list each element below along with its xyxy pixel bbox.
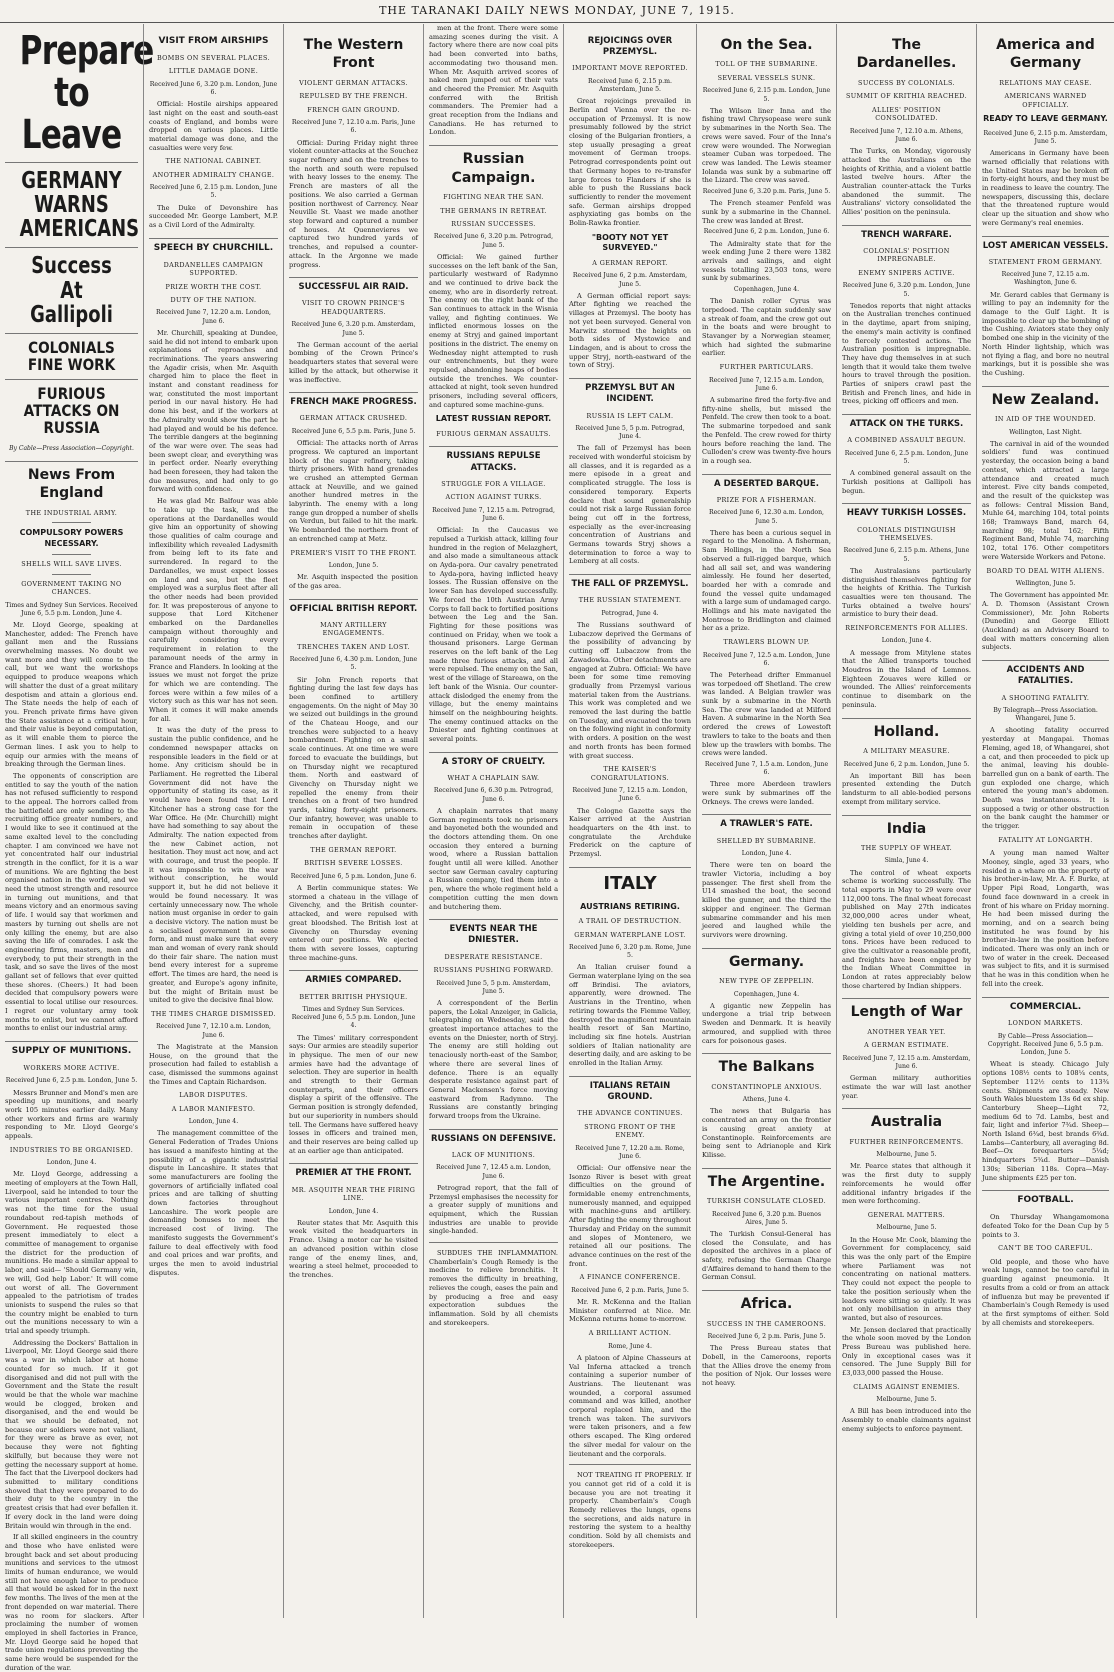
column-1 [0,24,154,1672]
section-lost-vessels: LOST AMERICAN VESSELS. [982,236,1109,252]
dateline: London, June 5. [328,561,379,569]
section-british-report: OFFICIAL BRITISH REPORT. [289,599,418,615]
article-paragraph: Tenedos reports that night attacks on the Australian trenches continued in the daytime, apart from sniping, the enemy's main activity is confined to fiercely contested actions. The Australian position is impregnable. They have dug themselves in at such length that it would take them twelve hours to travel through the position. Parties of snipers crawl past the British and French lines, and hide in trees, picking off officers and men. [842,301,971,406]
section-holland: Holland. [842,718,971,741]
dateline: Received June 6, 3.20 p.m. Paris, June 5. [702,188,831,196]
section-fall-przemysl: THE FALL OF PRZEMYSL. [569,574,691,590]
subhead: WHAT A CHAPLAIN SAW. [447,773,540,782]
section-story-cruelty: A STORY OF CRUELTY. [429,752,558,768]
article-paragraph: A combined general assault on the Turkish positions at Gallipoli has begun. [842,469,971,495]
section-przemysl-incident: PRZEMYSL BUT AN INCIDENT. [569,378,691,405]
subhead: DUTY OF THE NATION. [170,296,257,304]
article-paragraph: The opponents of conscription are entitled to say the youth of the nation has not refused sufficiently to respond to the appeal. The horrors called from the battlefield are only sending to the recruiting office greater numbers, and I would like to see it continued at the same exalted level to the concluding chapter. I am convinced we have not yet concentrated half our industrial strength in the conflict, for it is a war of munitions. We are fighting the best organised nation in the world, and we need the utmost strength and resource in turning out munitions, and that means victory and an enormous saving of life. I would say that workmen and masters by turning out shells are not only killing the enemy, but are also saving the life of comrades. I ask the engineering firms, masters, men and everybody, to put their strength in the task, and so save the lives of the most gallant set of fellows that ever quitted these shores. (Cheers.) It had been decided that compulsory powers were essential to local utilise our resources. I regret our voluntary army took months to enlist, but we cannot afford months to enlist our industrial army. [5,771,138,1033]
dateline: Received June 7, 12.15 a.m. Petrograd, June 6. [432,506,555,522]
dateline: Received June 6, 2 p.m. London, June 6. [703,228,830,236]
dateline: Received June 7, 12.15 a.m. Washington, June 6. [1001,271,1090,287]
dateline: London, June 4. [328,1207,379,1215]
dateline: Received June 7, 12.15 a.m. London, June 6. [708,376,825,392]
subhead: MR. ASQUITH NEAR THE FIRING LINE. [291,1185,416,1203]
dateline: London, June 4. [46,1159,97,1167]
article-paragraph: The Turkish Consul-General has closed the Consulate, and has deposited the archives in a place of safety, refusing the German Charge d'Affaires demand to hand them to the German Consul. [702,1229,831,1282]
article-paragraph: It was the duty of the press to sustain the public confidence, and he condemned newspaper attacks on responsible leaders in the field or at home. Any criticism should be in Parliament. He regretted the Liberal Government did not have the opportunity of stating its case, as it would have been found that Lord Kitchener has a strong case for the War Office. He (Mr. Churchill) might have had something to say about the Admiralty. The nation expected from the new Cabinet action, not hesitation. They must act now, and act with courage, and trust the people. If it was impossible to win the war without conscription, he would support it, but he did not believe it would be found necessary. It was certainly unnecessary now. The whole nation must organise in order to gain a decisive victory. The nation must be a socialised government in some form, and must make sure that every man and woman of every rank should do their fair share. The nation must bend every interest for a supreme effort. The times are hard, the need is greater, and Europe's agony infinite, but the might of Britain must be united to give the decisive final blow. [149,726,278,1005]
section-argentine: The Argentine. [702,1168,831,1191]
subhead: A SHOOTING FATALITY. [1001,693,1090,702]
section-supply-munitions: SUPPLY OF MUNITIONS. [5,1041,138,1058]
column-2 [143,24,283,1618]
article-paragraph: Mr. Jensen declared that practically the whole soon moved by the London Press Bureau was published here. Only in exceptional cases was it censored. The June Supply Bill for £3,033,000 passed the House. [842,1325,971,1378]
subhead: THE SUPPLY OF WHEAT. [860,843,953,852]
section-italians-retain: ITALIANS RETAIN GROUND. [569,1076,691,1103]
subhead: BOMBS ON SEVERAL PLACES. [156,53,271,62]
subhead: SUCCESS BY COLONIALS. [858,78,955,87]
dateline: Received June 6, 3.20 p.m. Amsterdam, June 5. [291,321,416,337]
section-on-the-sea: On the Sea. [720,37,813,53]
subhead: THE RUSSIAN STATEMENT. [578,596,682,605]
article-paragraph: Mr. Asquith inspected the position of the gas area. [289,573,418,590]
article-paragraph: Addressing the Dockers' Battalion in Liverpool, Mr. Lloyd George said there was a war in which labor at home counted for so much. If it got disorganised and did not pull with the Government and the State the result would be that the whole war machine would be clogged, broken and disorganised, and the end would be that we should be defeated, not because our soldiers were not valiant, for they were as brave as ever, not because they were not fighting skilfully, but because they were not getting the necessary support at home. The fact that the Liverpool dockers had submitted to military conditions showed that they were prepared to do their duty to the country in the greatest crisis that had ever befallen it. If every dock in the land were doing Britain would win through in the end. [5,1338,138,1530]
subhead: TRAWLERS BLOWN UP. [723,638,810,647]
dateline: London, June 4. [881,637,932,645]
article-paragraph: The German account of the aerial bombing of the Crown Prince's headquarters states that several were killed by the attack, but otherwise it was ineffective. [289,340,418,384]
section-russian-campaign: Russian Campaign. [429,145,558,187]
headline-colonials: COLONIALS FINE WORK [27,337,116,374]
article-paragraph: An Italian cruiser found a German waterplane lying on the sea off Brindisi. The aviators, apparently, were drowned. The Austrians in the Trentino, when retiring towards the Fiemme Valley, destroyed the magnificent mountain health resort of San Martino, including six fine hotels. Austrian soldiers of Italian nationality are deserting daily, and are asking to be enrolled in the Italian Army. [569,963,691,1068]
subhead: BETTER BRITISH PHYSIQUE. [299,992,408,1001]
article-paragraph: He was glad Mr. Balfour was able to take up the task, and the operations at the Dardanelles would give him an opportunity of showing those qualities of calm courage and inflexibility which revealed Ladysmith from being left to its fate and surrendered. In regard to the Dardanelles, we must expect losses on land and sea, but the fleet employed was a surplus fleet after all the other needs had been provided for. It was preposterous of anyone to suppose that Lord Kitchener embarked on the Dardanelles campaign without thoroughly and carefully considering every requirement in relation to the paramount needs of the army in France and Flanders. In looking at the issues we must not forget the prize for which we are contending. The forces were within a few miles of a victory such as this war has not seen. When it comes it will make amends for all. [149,497,278,723]
subhead: LACK OF MUNITIONS. [451,1151,536,1160]
subhead: FURIOUS GERMAN ASSAULTS. [436,430,551,439]
article-paragraph: A Bill has been introduced into the Assembly to enable claimants against enemy subjects to enforce payment. [842,1407,971,1433]
subhead: SHELLS WILL SAVE LIVES. [21,560,122,569]
article-paragraph: Petrograd report, that the fall of Przemysl emphasises the necessity for a greater supply of munitions and equipment, which the Russian industries are unable to provide single-handed. [429,1183,558,1236]
article-paragraph: The Russians southward of Lubaczow deprived the Germans of the possibility of advancing by cutting off Lubaczow from the Zawadowka. Other detachments are engaged at Zubra. Official: We have been for some time removing gradually from Przemysl various material taken from the Austrians. This work was completed and we removed the last during the battle on Tuesday, and evacuated the town on the following night in conformity with orders. A position on the west and north fronts has been formed with great success. [569,621,691,760]
article-paragraph: The Cologne Gazette says the Kaiser arrived at the Austrian headquarters on the 4th inst. to congratulate the Archduke Frederick on the capture of Przemysl. [569,806,691,859]
article-paragraph: The Admiralty state that for the week ending June 2 there were 1382 arrivals and sailings, and eight vessels totalling 23,503 tons, were sunk by submarines. [702,239,831,283]
section-trawler-fate: A TRAWLER'S FATE. [702,814,831,830]
subhead: AMERICANS WARNED OFFICIALLY. [1004,92,1087,109]
article-paragraph: Mr. Churchill, speaking at Dundee, said he did not intend to embark upon explanations of reproaches and recriminations. The years answering the Agadir crisis, when Mr. Asquith charged him to place the fleet in instant and constant readiness for war, constituted the most important period in our naval history. He had done his best, and if the workers at the Admiralty would show the part he had played and would be his defence. The terrible dangers at the beginning of the war were over. The seas had been swept clear, and everything was in perfect order. Nearly everything had been foreseen, they had taken the due measures, and had only to go forward with confidence. [149,328,278,494]
article-paragraph: There has been a curious sequel in regard to the Menolina. A fisherman, Sam Hollings, in the North Sea observed a full-rigged barque, which had all sail set, and was wandering aimlessly. He found her deserted, boarded her with a comrade and found the vessel quite undamaged with a large sum of undamaged cargo. Hollings and his mate navigated the Montrose to Bridlington and claimed her as a prize. [702,528,831,633]
article-paragraph: A shooting fatality occurred yesterday at Mangapai. Thomas Fleming, aged 18, of Whangarei, shot a cat, and then proceeded to pick up the animal, leaving his double-barrelled gun on a bank of earth. The gun exploded one charge, which entered the young man's abdomen. Death was instantaneous. It is supposed a twig or other obstruction on the bank caught the hammer or the trigger. [982,726,1109,831]
subhead: A LABOR MANIFESTO. [171,1104,256,1113]
dateline: Received June 6, 2.15 p.m. Amsterdam, June 5. [983,129,1108,146]
article-paragraph: Mr. Lloyd George, addressing a meeting of employers at the Town Hall, Liverpool, said he intended to tour the various important centres. Nothing was not the time for the usual roundabout red-tapish methods of Government. He requested those present immediately to elect a committee of management to organise the district for the production of munitions. He made a similar appeal to labor, and said— 'Should Germany win, we will, God help Labor.' It will come out worst of all. The Government appealed to the patriotism of trades unionists to suspend the rules so that the country might be enabled to turn out the munitions necessary to win a trial and speedy triumph. [5,1170,138,1336]
article-paragraph: The Press Bureau states that Dobell, in the Cameroons, reports that the Allies drove the enemy from the position of Njok. Our losses were not heavy. [702,1344,831,1388]
dateline: Received June 6, 2.5 p.m. London, June 5. [5,1077,138,1085]
section-russians-repulse: RUSSIANS REPULSE ATTACKS. [429,446,558,473]
subhead: PREMIER'S VISIT TO THE FRONT. [290,548,417,557]
section-news-from-england: News From England [5,461,138,503]
dateline: Received June 6, 2.15 p.m. London, June 5. [149,184,278,200]
section-russians-defensive: RUSSIANS ON DEFENSIVE. [429,1129,558,1145]
section-churchill: SPEECH BY CHURCHILL. [149,238,278,255]
article-paragraph: The Turks, on Monday, vigorously attacked the Australians on the heights of Krithia, and a violent battle lasted twelve hours. After the Australian counter-attack the Turks abandoned the summit. The Australians' victory consolidated the Allies' position on the peninsula. [842,147,971,217]
subhead: THE KAISER'S CONGRATULATIONS. [590,765,670,782]
dateline: Received June 6, 12.30 a.m. London, June 5. [708,509,825,525]
article-paragraph: Mr. Pearce states that although it was the first duty to supply reinforcements he would offer additional infantry brigades if the men were forthcoming. [842,1162,971,1206]
subhead: TOLL OF THE SUBMARINE. [715,60,818,69]
article-paragraph: A correspondent of the Berlin papers, the Lokal Anzeiger, in Galicia, telegraphing on Wednesday, said the greatest importance attaches to the events on the Dniester, north of Stryj. The enemy are still holding out tenaciously north-east of the Sambor, where there are several lines of defence. There is an equally desperate resistance against part of General Mackensen's force moving eastward from Radymno. The Russians are constantly bringing forward troops from the Ukraine. [429,998,558,1121]
article-paragraph: The Times' military correspondent says: Our armies are steadily superior in physique. The men of our new armies have had the advantage of selection. They are superior in health and strength to their German counterparts, and their officers display a spirit of the offensive. The German position is strongly defended, but our superiority in numbers should tell. The Germans have suffered heavy losses in officers and trained men, and their reserves are being called up at an earlier age than anticipated. [289,1033,418,1155]
subhead: BRITISH SEVERE LOSSES. [304,859,403,868]
dateline: Times and Sydney Sun Services. Received June 6, 5.5 p.m. London, June 4. [5,601,138,617]
article-paragraph: German military authorities estimate the war will last another year. [842,1074,971,1100]
section-dniester: EVENTS NEAR THE DNIESTER. [429,919,558,946]
advertisement: SUBDUES THE INFLAMMATION. Chamberlain's Cough Remedy is the medicine to relieve bronchitis. It removes the difficulty in breathing, relieves the cough, eases the pain and by producing a free and easy expectoration subdues the inflammation. Sold by all chemists and storekeepers. [429,1249,558,1327]
section-deserted-barque: A DESERTED BARQUE. [702,474,831,490]
article-paragraph: men at the front. There were some amazing scenes during the visit. A factory where there are now coal pits had been converted into baths, accommodating two thousand men. When Mr. Asquith arrived scores of naked men jumped out of their vats and cheered the Premier. Mr. Asquith conferred with the British commanders. The Premier had a great reception from the Indians and Canadians. He has returned to London. [429,24,558,137]
headline-gallipoli: Success At Gallipoli [30,253,113,328]
dateline: Athens, June 4. [742,1096,791,1104]
subhead: TRENCHES TAKEN AND LOST. [297,642,410,651]
subhead: A GERMAN REPORT. [592,258,668,267]
dateline: Received June 6, 6.30 p.m. Petrograd, June 6. [433,787,554,803]
dateline: Copenhagen, June 4. [733,990,800,998]
article-paragraph: A message from Mitylene states that the Allied transports touched Moudros in the Island of Lemnos. Eighteen Zouaves were killed or wounded. The Allies' reinforcements continue to disembark on the peninsula. [842,648,971,709]
section-airships: VISIT FROM AIRSHIPS [158,36,269,46]
article-paragraph: On Thursday Whangamomona defeated Toko for the Dean Cup by 5 points to 3. [982,1213,1109,1239]
subhead: RUSSIA IS LEFT CALM. [586,411,674,420]
dateline: Received June 6, 3.20 p.m. Buenos Aires, June 5. [711,1210,821,1226]
masthead: THE TARANAKI DAILY NEWS MONDAY, JUNE 7, 1915. [0,0,1114,23]
article-paragraph: The Australasians particularly distinguished themselves fighting for the heights of Krithia. The Turkish casualties were ten thousand. The Turks obtained a twelve hours' armistice to bury their dead. [842,566,971,619]
subhead: LATEST RUSSIAN REPORT. [435,414,552,424]
article-paragraph: Three more Aberdeen trawlers were sunk by submarines off the Orkneys. The crews were landed. [702,780,831,806]
article-paragraph: Official: Hostile airships appeared last night on the east and south-east coasts of England, and bombs were dropped on various places. Little material damage was done, and the casualties were very few. [149,100,278,152]
subhead: ANOTHER ADMIRALTY CHANGE. [152,170,275,179]
article-paragraph: A platoon of Alpine Chasseurs at Val Inferna attacked a trench containing a superior number of Austrians. The lieutenant was wounded, a corporal assumed command and was killed, another corporal replaced him, and the trench was taken. The survivors were taken prisoners, and a few others escaped. The King ordered the silver medal for valour on the lieutenant and the corporals. [569,1353,691,1458]
subhead: RELATIONS MAY CEASE. [999,78,1092,87]
dateline: Received June 6, 2 p.m. London, June 5. [843,760,970,768]
dateline: Received June 6, 3.20 p.m. Petrograd, June 5. [433,233,554,249]
article-paragraph: The fall of Przemysl has been received with wonderful stoicism by all classes, and it is regarded as a mere episode in a great and complicated struggle. The loss is considered temporary. Experts declare that sound generalship could not risk a large Russian force being cut off in the fortress, especially as the ever-increasing concentration of Austrians and Germans towards Stryj shows a determination to force a way to Lemberg at all costs. [569,444,691,566]
subhead: SUCCESS IN THE CAMEROONS. [706,1319,827,1328]
dateline: By Cable—Press Association—Copyright. Received June 6, 5.5 p.m. London, June 5. [987,1032,1104,1057]
article-paragraph: A chaplain narrates that many German regiments took no prisoners and bayoneted both the wounded and the doctors attending them. On one occasion they entered a burning wood, where a Russian battalion fought until all were killed. Another sector saw German cavalry capturing a Russian company, tied them into a pen, where the whole regiment held a competition cutting the men down and butchering them. [429,806,558,911]
subhead: DARDANELLES CAMPAIGN SUPPORTED. [163,260,264,278]
subhead: PRIZE FOR A FISHERMAN. [716,495,817,504]
subhead: GERMAN ATTACK CRUSHED. [299,414,408,423]
subhead: CONSTANTINOPLE ANXIOUS. [711,1082,822,1091]
dateline: Received June 7, 12.5 a.m. London, June 6. [702,651,831,667]
column-3 [283,24,423,1618]
dateline: Received June 7, 12.15 a.m. London, June 6. [572,787,688,803]
dateline: Received June 6, 5 p.m. London, June 6. [290,872,417,880]
article-paragraph: The Government has appointed Mr. A. D. Thomson (Assistant Crown Commissioner), Mr. John Roberts (Dunedin) and George Elliott (Auckland) as an Advisory Board to deal with matters concerning alien subjects. [982,591,1109,652]
dateline: Received June 6, 5.5 p.m. Paris, June 5. [291,427,416,435]
subhead: TURKISH CONSULATE CLOSED. [706,1197,827,1206]
subhead: COMPULSORY POWERS NECESSARY. [19,528,124,548]
dateline: Received June 6, 2 p.m. Amsterdam, June 5. [572,272,688,288]
dateline: Melbourne, June 5. [876,1151,937,1159]
section-armies-compared: ARMIES COMPARED. [289,970,418,986]
dateline: Received June 6, 3.20 p.m. London, June 5. [842,282,971,298]
dateline: Received June 7, 12.15 a.m. Amsterdam, June 6. [842,1054,971,1071]
section-accidents: ACCIDENTS AND FATALITIES. [982,660,1109,687]
subhead: SHELLED BY SUBMARINE. [716,836,817,845]
subhead: STATEMENT FROM GERMANY. [988,257,1103,266]
subhead: LABOR DISPUTES. [179,1091,248,1100]
article-paragraph: The carnival in aid of the wounded soldiers' fund was continued yesterday, the occasion being a band contest, which attracted a large attendance and created much interest. Five city bands competed, and the result of the quickstep was as follows: Central Mission Band, Muhle 64, marching 104, total points 168; Tramways Band, march 64, marching 98; total 162; Fifth Regiment Band, Muhle 74, marching 102, total 176. Other competitors were Waterside Workers and Petone. [982,439,1109,561]
section-america-germany: America and Germany [996,37,1095,72]
dateline: Received June 6, 2.15 p.m. London, June 5. [702,87,831,103]
subhead: THE GERMANS IN RETREAT. [440,206,547,215]
section-balkans: The Balkans [702,1053,831,1076]
subhead: COLONIALS' POSITION IMPREGNABLE. [863,246,950,264]
subhead: GENERAL MATTERS. [867,1210,946,1219]
dateline: Received June 7, 12.10 a.m. Athens, June 6. [849,127,964,143]
subhead: AUSTRIANS RETIRING. [580,901,680,911]
subhead: A MILITARY MEASURE. [863,747,950,756]
dateline: Received June 6, 2.5 p.m. London, June 5. [844,449,969,465]
section-premier-front: PREMIER AT THE FRONT. [289,1163,418,1179]
subhead: VIOLENT GERMAN ATTACKS. [299,78,408,87]
section-attack-turks: ATTACK ON THE TURKS. [842,414,971,430]
article-paragraph: A young man named Walter Mooney, single, aged 33 years, who resided in a whare on the property of his brother-in-law, Mr. A. F. Burke, at Upper Pipi Road, Longarth, was found face downward in a creek in front of his whare on Friday morning. He had been missed during the morning, and on a search being instituted he was found by his brother-in-law in the position before indicated. There was only an inch or two of water in the creek. Deceased was subject to fits, and it is surmised that he was in this condition when he fell into the creek. [982,849,1109,988]
subhead: WORKERS MORE ACTIVE. [23,1063,120,1072]
dateline: Times and Sydney Sun Services. Received June 6, 5.5 p.m. London, June 4. [291,1005,416,1030]
dateline: Rome, June 4. [608,1342,652,1350]
dateline: Received June 7, 12.10 a.m. Paris, June 6. [291,119,416,135]
subhead: NEW TYPE OF ZEPPELIN. [719,977,814,986]
article-paragraph: The control of wheat exports scheme is working successfully. The total exports in May to 29 were over 112,000 tons. The final wheat forecast published on May 27th indicates 32,000,000 acres under wheat, yielding ten bushels per acre, and giving a total yield of over 10,250,000 tons. Prices have been reduced to give the cultivator a reasonable profit, and freights have been engaged by the Indian Wheat Committee in London at rates appreciably below those chartered by Indian shippers. [842,868,971,990]
dateline: Melbourne, June 5. [876,1224,937,1232]
dateline: Wellington, June 5. [1015,580,1076,588]
subhead: GOVERNMENT TAKING NO CHANCES. [21,579,122,597]
column-7 [836,24,976,1618]
subhead: SUMMIT OF KRITHIA REACHED. [845,92,968,101]
subhead: FURTHER PARTICULARS. [719,363,814,372]
headline-germany-warns: GERMANY WARNS AMERICANS [19,168,140,243]
dateline: London, June 4. [188,1118,239,1126]
section-football: FOOTBALL. [982,1190,1109,1207]
article-paragraph: Sir John French reports that fighting during the last few days has been confined to artillery engagements. On the night of May 30 we seized out buildings in the ground of the Chateau Hooge, and our trenches were subjected to a heavy bombardment. Fighting on a small scale continues. At one time we were forced to evacuate the buildings, but on Thursday night we recaptured them. North and eastward of Givenchy on Thursday night we repelled the enemy from their trenches on a front of two hundred yards, taking forty-eight prisoners. Our infantry, however, was unable to remain in occupation of these trenches after daylight. [289,675,418,841]
subhead: SEVERAL VESSELS SUNK. [717,73,816,82]
subhead: IMPORTANT MOVE REPORTED. [572,64,688,73]
subhead: GERMAN WATERPLANE LOST. [574,930,686,939]
dateline: Received June 6, 3.20 p.m. London, June 6. [149,80,278,96]
section-india: India [842,815,971,838]
dateline: Received June 7, 12.45 a.m. London, June 6. [435,1164,552,1180]
article-paragraph: Official: In the Caucasus we repulsed a Turkish attack, killing four hundred in the region of Melazghert, and also made a simultaneous attack on Ayda-pora. Our cavalry penetrated to Ayda-pora, having inflicted heavy losses. The Russian offensive on the lower San has developed successfully. We forced the 10th Austrian Army Corps to fall back to fortified positions between the Leg and the San. Fighting for these positions was continued on Friday, when we took a thousand prisoners. Large German reserves on the left bank of the Leg made three furious attacks, and all were repulsed. The enemy on the San, west of the village of Stareawa, on the left bank of the Wisnia. Our counter-attack dislodged the enemy from the village, but the enemy maintains himself on the neighbouring heights. The enemy continued attacks on the Dniester and fighting continues at several points. [429,526,558,744]
article-paragraph: Official: The attacks north of Arras progress. We captured an important block of the sugar refinery, taking thirty prisoners. With hand grenades we crushed an attempted German attack at Neuville, and we gained another hundred metres in the labyrinth. The enemy with a long range gun dropped a number of shells on Verdun, but failed to hit the mark. We bombarded the northern front of an entrenched camp at Metz. [289,439,418,543]
subhead: STRUGGLE FOR A VILLAGE. [441,479,546,488]
subhead: ENEMY SNIPERS ACTIVE. [858,268,955,277]
article-paragraph: There were ten on board the trawler Victoria, including a boy passenger. The first shell from the U14 smashed the boat, the second killed the gunner, and the third the skipper and engineer. The German submarine commander and his men jeered and laughed while the survivors were drowning. [702,861,831,939]
dateline: By Telegraph—Press Association. Whangarei, June 5. [993,707,1098,723]
article-paragraph: Official: During Friday night three violent counter-attacks at the Souchez sugar refinery and on the trenches to the north and south were repulsed with heavy losses to the enemy. The French are masters of all the positions. We also carried a German position northwest of Carrency. Near Neuville St. Vaast we made another step forward and captured a number of houses. At Quennevieres we captured two hundred yards of trenches, and repulsed a counter-attack. In the Argonne we made progress. [289,138,418,269]
headline-attacks-russia: FURIOUS ATTACKS ON RUSSIA [23,384,120,438]
headline-prepare-to-leave: Prepare to Leave [19,28,154,158]
article-paragraph: A Berlin communique states: We stormed a chateau in the village of Givenchy, and the British counter-attacked, and were repulsed with great bloodshed. The British lost at Givenchy on Thursday evening entered our positions. We ejected them with severe losses, capturing three machine-guns. [289,883,418,962]
subhead: CAN'T BE TOO CAREFUL. [998,1244,1093,1253]
subhead: FIGHTING NEAR THE SAN. [443,193,544,202]
subhead: "BOOTY NOT YET SURVEYED." [591,232,669,253]
subhead: A FINANCE CONFERENCE. [579,1273,681,1282]
article-paragraph: The French steamer Penfeld was sunk by a submarine in the Channel. The crew was landed at Brest. [702,199,831,225]
subhead: FURTHER REINFORCEMENTS. [849,1137,964,1146]
section-australia: Australia [842,1108,971,1131]
section-italy: ITALY [569,867,691,896]
section-french-progress: FRENCH MAKE PROGRESS. [289,392,418,408]
dateline: Received June 6, 4.30 p.m. London, June 5. [289,656,418,672]
article-paragraph: In the House Mr. Cook, blaming the Government for complacency, said this was the only part of the Empire where Parliament was not concentrating on national matters. They could not expect the people to take the position seriously when the leaders were sitting so quietly. It was not only mobilisation in arms they wanted, but also of resources. [842,1235,971,1322]
dateline: Received June 6, 3.20 p.m. Rome, June 5. [569,943,691,960]
subhead: A BRILLIANT ACTION. [588,1329,672,1338]
column-8 [976,24,1114,1618]
section-germany: Germany. [702,948,831,971]
article-paragraph: Great rejoicings prevailed in Berlin and Vienna over the re-occupation of Przemysl. It is now presumably followed by the strict closing of the Bulgarian frontiers, a step usually presaging a great movement of German troops. Petrograd correspondents point out that Germany hopes to re-transfer large forces to Flanders if she is able to push the Russians back sufficiently to render the movement safe. German airships dropped asphyxiating gas bombs on the Bolin-Rawka frontier. [569,97,691,228]
subhead: STRONG FRONT OF THE ENEMY. [584,1122,676,1140]
article-paragraph: A German official report says: After fighting we reached the villages at Przemysl. The booty has not yet been surveyed. General von Marwitz stormed the heights on both sides of Mystowice and Lindagen, and is about to cross the upper Stryj, north-eastward of the town of Stryj. [569,291,691,370]
dateline: Copenhagen, June 4. [733,286,800,294]
subhead: A GERMAN ESTIMATE. [864,1041,949,1050]
subhead: CLAIMS AGAINST ENEMIES. [853,1382,960,1391]
section-dardanelles: The Dardanelles. [856,37,957,72]
column-6 [696,24,836,1618]
article-paragraph: The Magistrate at the Mansion House, on the ground that the prosecution had failed to establish a case, dismissed the summons against the Times and Captain Richardson. [149,1042,278,1086]
column-4 [423,24,563,1618]
dateline: Received June 7, 1.5 a.m. London, June 6. [704,760,829,777]
subhead: A COMBINED ASSAULT BEGUN. [847,436,966,445]
subhead: ALLIES' POSITION CONSOLIDATED. [872,105,941,123]
subhead: FATALITY AT LONGARTH. [998,835,1093,844]
dateline: Received June 6, 2 p.m. Paris, June 5. [571,1286,689,1294]
article-paragraph: Reuter states that Mr. Asquith this week visited the headquarters in France. Using a motor car he visited an advanced position within close range of the enemy lines, and, wearing a steel helmet, proceeded to the trenches. [289,1218,418,1279]
subhead: RUSSIANS PUSHING FORWARD. [433,966,554,975]
dateline: Received June 5, 5 p.m. Petrograd, June 4. [575,424,685,441]
section-new-zealand: New Zealand. [982,386,1109,409]
article-paragraph: The Danish roller Cyrus was torpedoed. The captain suddenly saw a streak of foam, and the crew got out in the boats and were brought to Stavanger by a Norwegian steamer, which had sighted the submarine earlier. [702,297,831,358]
article-paragraph: Messrs Brunner and Mond's men are speeding up munitions, and nearly work 105 minutes earlier daily. Many other workers and firms are warmly responding to Mr. Lloyd George's appeals. [5,1088,138,1141]
article-paragraph: Americans in Germany have been warned officially that relations with the United States may be broken off in forty-eight hours, and they must be in readiness to leave the country. The newspapers, discussing this, declare that the threatened rupture would clear up the situation and show who were Germany's real enemies. [982,149,1109,227]
section-length-of-war: Length of War [842,998,971,1021]
subhead: ACTION AGAINST TURKS. [445,493,542,502]
subhead: ANOTHER YEAR YET. [867,1027,946,1036]
article-paragraph: Mr. R. McKenna and the Italian Minister conferred at Nice. Mr. McKenna returns home to-morrow. [569,1298,691,1324]
section-commercial: COMMERCIAL. [982,997,1109,1014]
subhead: LONDON MARKETS. [1008,1019,1083,1028]
section-trench-warfare: TRENCH WARFARE. [842,225,971,241]
dateline: Melbourne, June 5. [876,1396,937,1404]
dateline: Received June 5, 5 p.m. Amsterdam, June 5. [436,979,551,995]
subhead: THE ADVANCE CONTINUES. [577,1109,683,1118]
subhead: PRIZE WORTH THE COST. [165,282,262,291]
article-paragraph: Official: We gained further successes on the left bank of the San, particularly westward of Radymno and we continued to drive back the enemy, who are in disorderly retreat. The enemy on the right bank of the San continues to attack in the Wisnia valley, and fighting continues. We inflicted enormous losses on the enemy at Stryj and gained important positions in the district. The enemy on Wednesday night attempted to rush our entrenchments, but they were repulsed, abandoning heaps of bodies outside the trenches. We counter-attacked at night, took seven hundred prisoners, including several officers, and captured some machine-guns. [429,252,558,409]
subhead: THE NATIONAL CABINET. [165,157,262,166]
subhead: FRENCH GAIN GROUND. [307,105,400,114]
article-paragraph: An important Bill has been presented extending the Dutch landsturm to all able-bodied persons exempt from military service. [842,771,971,806]
section-turkish-losses: HEAVY TURKISH LOSSES. [842,503,971,519]
dateline: Received June 6, 2 p.m. Paris, June 5. [707,1333,826,1341]
subhead: THE GERMAN REPORT. [310,845,397,854]
article-paragraph: A gigantic new Zeppelin has undergone a trial trip between Sweden and Denmark. It is heavily armoured, and supplied with three cars for poisonous gases. [702,1001,831,1045]
article-paragraph: If all skilled engineers in the country and those who have enlisted were brought back and set about producing munitions and services to the utmost limits of human endurance, we would still not have enough labor to produce all that would be asked for in the next few months. The lives of the men at the front depended on war material. There was no room for slackers. After proclaiming the number of women employed in shell factories in France, Mr. Lloyd George said he hoped that trade union regulations preventing the same here would be suspended for the duration of the war. [5,1533,138,1672]
subhead: A TRAIL OF DESTRUCTION. [578,917,682,926]
dateline: London, June 4. [741,850,792,858]
subhead: RUSSIAN SUCCESSES. [451,219,536,228]
dateline: Petrograd, June 4. [601,609,659,617]
subhead: REINFORCEMENTS FOR ALLIES. [845,624,968,633]
subhead: LITTLE DAMAGE DONE. [168,67,259,76]
advertisement: Old people, and those who have weak lungs, cannot be too careful in guarding against pneumonia. It results from a cold or from an attack of influenza but may be prevented if Chamberlain's Cough Remedy is used at the first symptoms of either. Sold by all chemists and storekeepers. [982,1257,1109,1327]
article-paragraph: The Duke of Devonshire has succeeded Mr. George Lambert, M.P. as a Civil Lord of the Admiralty. [149,203,278,230]
subhead: IN AID OF THE WOUNDED. [995,415,1096,424]
subhead: BOARD TO DEAL WITH ALIENS. [986,566,1105,575]
section-western-front: The Western Front [303,37,404,72]
article-paragraph: A submarine fired the forty-five and fifty-nine shells, but missed the Penfeld. The crew then took to a boat. The submarine torpedoed and sank the Penfeld. The crew rowed for thirty hours before reaching the land. The Culloden's crew was twenty-five hours in a rough sea. [702,396,831,465]
dateline: Received June 7, 12.10 a.m. London, June 6. [155,1023,272,1039]
article-paragraph: Mr. Lloyd George, speaking at Manchester, added: The French have gallant men and the Russians overwhelming masses. No doubt we want more and they will come to the call, but we want the workshops equipped to produce weapons which will shatter the dust of a great military despotism and attain a glorious end. The State needs the help of each of you. French private firms have given the State assistance at a critical hour, and their value is beyond computation, as it will enable them to pierce the German lines. I ask you to help to equip our armies with the means of breaking through the German lines. [5,620,138,769]
article-paragraph: The management committee of the General Federation of Trades Unions has issued a manifesto hinting at the possibility of a gigantic industrial dispute in Lancashire. It states that some manufacturers are fooling the governors of artificially inflated coal prices and are talking of shutting down factories throughout Lancashire. The work people are demanding bonuses to meet the increased cost of living. The manifesto suggests the Government's failure to deal effectively with food and coal prices and war profits, and urges the men to avoid industrial disputes. [149,1129,278,1277]
subhead: INDUSTRIES TO BE ORGANISED. [9,1145,134,1154]
subhead: THE INDUSTRIAL ARMY. [25,508,118,517]
subhead: COLONIALS DISTINGUISH THEMSELVES. [857,525,956,542]
article-paragraph: The Wilson liner Inna and the fishing trawl Chrysopease were sunk by submarines in the North Sea. The crews were saved. Four of the Inna's crew were wounded. The Norwegian steamer Cuban was torpedoed. The crew was landed. The Lewis steamer Iolanda was sunk by a submarine off the Lizard. The crew was saved. [702,106,831,185]
section-air-raid: SUCCESSFUL AIR RAID. [289,277,418,293]
subhead: VISIT TO CROWN PRINCE'S HEADQUARTERS. [301,299,406,316]
column-5 [563,24,696,1618]
dateline: Simla, June 4. [884,857,929,865]
article-paragraph: Official: Our offensive near the Isonzo River is beset with great difficulties on the ground of formidable enemy entrenchments, numerously manned, and equipped with machine-guns and artillery. After fighting the enemy throughout Thursday and Friday on the summit and slopes of Montenero, we retained all our positions. The advance continues on the rest of the front. [569,1163,691,1268]
section-africa: Africa. [702,1290,831,1313]
subhead: DESPERATE RESISTANCE. [444,952,543,961]
dateline: Received June 6, 2.15 p.m. Amsterdam, June 5. [588,77,672,94]
advertisement: NOT TREATING IT PROPERLY. If you cannot get rid of a cold it is because you are not treating it properly. Chamberlain's Cough Remedy relieves the lungs, opens the secretions, and aids nature in restoring the system to a healthy condition. Sold by all chemists and storekeepers. [569,1471,691,1549]
article-paragraph: The Peterhead drifter Emmanuel was torpedoed off Shetland. The crew was landed. A Belgian trawler was sunk by a submarine in the North Sea. The crew was landed at Milford Haven. A submarine in the North Sea ordered the crews of Lowestoft trawlers to take to the boats and then blew up the trawlers with bombs. The crews were landed. [702,670,831,758]
dateline: Received June 7, 12.20 a.m. London, June 6. [155,309,272,325]
subhead: READY TO LEAVE GERMANY. [983,114,1108,124]
article-paragraph: Wheat is steady. Chicago July options 108½ cents to 108¼ cents, September 112½ cents to 113¾ cents. Shipments are steady. New South Wales bluestem 13s 6d ex ship. Canterbury Sheep—Light 72, medium 6d to 7d. Lambs, best and fair, light and inferior 7¾d. Sheep—North Island 6¾d, best brands 6¾d. Lambs—Canterbury, all averaging 8d. Beef—Ox forequarters 5¼d; hindquarters 5¾d. Butter—Danish 130s; Siberian 118s. Copra—May-June shipments £25 per ton. [982,1060,1109,1182]
article-paragraph: Mr. Gerard cables that Germany is willing to pay an indemnity for the damage to the Gulf Light. It is impossible to clear up the bombing of the Cushing. Aviators state they only bombed one ship in the vicinity of the North Hinder lightship, which was not flying a flag, and bore no neutral markings, but it is possible she was the Cushing. [982,290,1109,377]
dateline: Received June 7, 12.20 a.m. Rome, June 6. [575,1144,685,1160]
byline: By Cable—Press Association—Copyright. [9,444,134,452]
article-paragraph: The news that Bulgaria has concentrated an army on the frontier is causing great anxiety at Constantinople. Reinforcements are being sent to Adrianople and Kirk Kilisse. [702,1107,831,1159]
section-rejoicings: REJOICINGS OVER PRZEMYSL. [587,36,673,58]
subhead: MANY ARTILLERY ENGAGEMENTS. [320,620,387,638]
dateline: Wellington, Last Night. [1009,428,1082,436]
subhead: REPULSED BY THE FRENCH. [299,92,408,101]
subhead: THE TIMES CHARGE DISMISSED. [151,1009,276,1018]
dateline: Received June 6, 2.15 p.m. Athens, June 5. [843,547,970,563]
